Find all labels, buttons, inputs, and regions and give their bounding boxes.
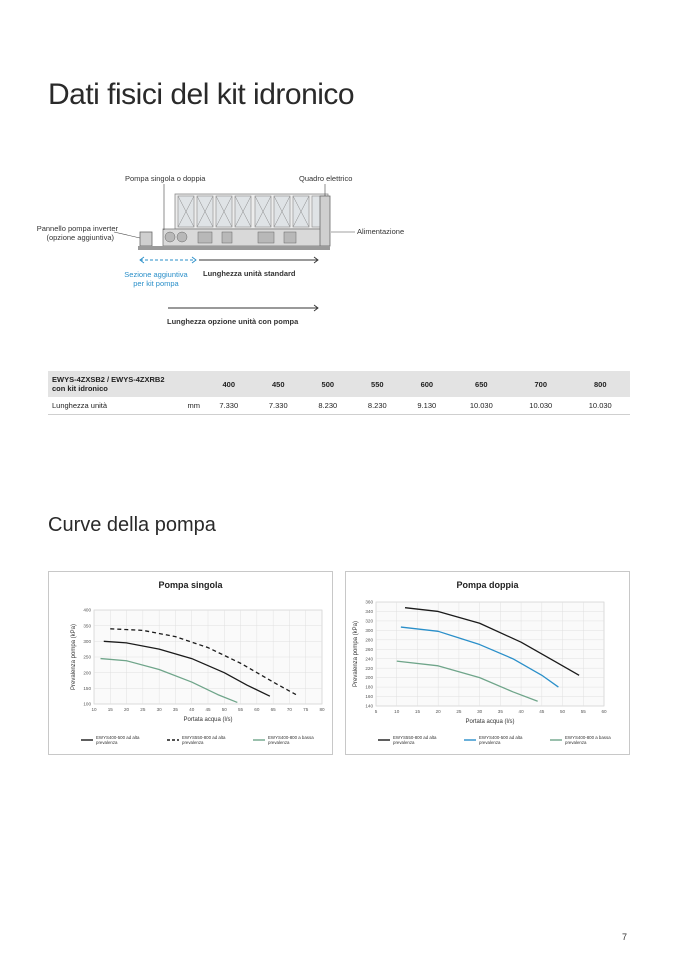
standard-length-label: Lunghezza unità standard [203,269,296,278]
power-supply-label: Alimentazione [357,227,405,236]
plot-area [376,602,604,706]
table-col-header: 400 [204,371,254,397]
row-unit: mm [163,397,204,415]
table-cell: 7.330 [254,397,304,415]
x-axis-label: Portata acqua (l/s) [465,719,515,725]
x-tick-label: 10 [394,709,400,714]
inverter-panel-note: (opzione aggiuntiva) [46,233,114,242]
chart-plot [346,572,629,754]
table-cell: 7.330 [204,397,254,415]
table-row [48,397,630,415]
x-tick-label: 55 [580,709,586,714]
table-cell: 10.030 [511,397,570,415]
x-tick-label: 25 [140,707,146,712]
additional-section-note: per kit pompa [133,279,179,288]
chart-single-pump [48,571,333,755]
table-col-header: 700 [511,371,570,397]
table-cell: 9.130 [402,397,452,415]
x-tick-label: 50 [559,709,566,714]
table-col-header: 650 [452,371,511,397]
x-tick-label: 40 [518,709,524,714]
x-tick-label: 35 [172,707,178,712]
model-header-line2: con kit idronico [52,384,108,393]
x-tick-label: 20 [435,709,441,714]
table-col-header: 600 [402,371,452,397]
y-tick-label: 360 [365,599,373,605]
x-axis-label: Portata acqua (l/s) [183,717,233,723]
x-tick-label: 5 [374,709,378,714]
x-tick-label: 15 [107,707,113,712]
y-tick-label: 300 [83,638,91,644]
table-col-header: 500 [303,371,353,397]
y-tick-label: 340 [365,609,373,615]
x-tick-label: 70 [286,707,292,712]
x-tick-label: 60 [254,707,260,712]
table-cell: 10.030 [570,397,630,415]
chart-double-pump [345,571,630,755]
chart-title: Pompa singola [158,580,223,590]
x-tick-label: 45 [539,709,545,714]
x-tick-label: 65 [270,707,276,712]
additional-section-label: Sezione aggiuntiva [124,270,188,279]
x-tick-label: 80 [319,707,325,712]
y-tick-label: 350 [83,623,91,629]
chart-title: Pompa doppia [456,580,519,590]
x-tick-label: 60 [601,709,607,714]
y-tick-label: 200 [83,670,91,676]
y-tick-label: 400 [83,607,91,613]
y-tick-label: 320 [365,618,373,624]
x-tick-label: 10 [91,707,97,712]
x-tick-label: 35 [497,709,503,714]
y-tick-label: 260 [365,646,373,652]
y-tick-label: 160 [365,694,373,700]
electric-panel-label: Quadro elettrico [299,174,353,183]
x-tick-label: 45 [205,707,211,712]
page-number: 7 [622,932,628,942]
page-title: Dati fisici del kit idronico [48,78,355,111]
y-tick-label: 180 [365,684,373,690]
y-tick-label: 280 [365,637,373,643]
y-tick-label: 140 [365,703,373,709]
table-col-header: 550 [353,371,403,397]
y-axis-label: Prevalenza pompa (kPa) [71,623,77,691]
table-col-header: 800 [570,371,630,397]
inverter-panel-label: Pannello pompa inverter [36,224,118,233]
section-title: Curve della pompa [48,514,216,536]
legend-label: EWYS400-500 ad alta prevalenza [479,735,523,745]
table-cell: 8.230 [303,397,353,415]
x-tick-label: 25 [456,709,462,714]
table-cell: 10.030 [452,397,511,415]
x-tick-label: 15 [414,709,421,714]
x-tick-label: 30 [477,709,483,714]
legend-label: EWYS400-800 a bassa prevalenza [565,735,611,745]
table-cell: 8.230 [353,397,403,415]
chart-plot [49,572,332,754]
length-table [48,371,630,415]
y-axis-label: Prevalenza pompa (kPa) [353,620,359,688]
x-tick-label: 55 [238,707,244,712]
legend-label: EWYS400-800 a bassa prevalenza [268,735,314,745]
y-tick-label: 220 [365,665,373,671]
table-model-header [48,371,204,397]
y-tick-label: 200 [365,675,373,681]
y-tick-label: 250 [83,654,91,660]
model-header-line1: EWYS-4ZXSB2 / EWYS-4ZXRB2 [52,375,165,384]
y-tick-label: 150 [83,685,91,691]
legend-label: EWYS550-800 ad alta prevalenza [393,735,437,745]
table-header-row [48,371,630,397]
x-tick-label: 20 [124,707,130,712]
row-label: Lunghezza unità [48,397,163,415]
table-col-header: 450 [254,371,304,397]
y-tick-label: 100 [83,701,91,707]
x-tick-label: 75 [303,707,309,712]
pump-label: Pompa singola o doppia [125,174,206,183]
y-tick-label: 300 [365,627,373,633]
legend-label: EWYS550-800 ad alta prevalenza [182,735,226,745]
option-length-label: Lunghezza opzione unità con pompa [167,317,299,326]
x-tick-label: 40 [189,707,195,712]
y-tick-label: 240 [365,656,373,662]
x-tick-label: 30 [156,707,162,712]
legend-label: EWYS400-500 ad alta prevalenza [96,735,140,745]
x-tick-label: 50 [221,707,227,712]
